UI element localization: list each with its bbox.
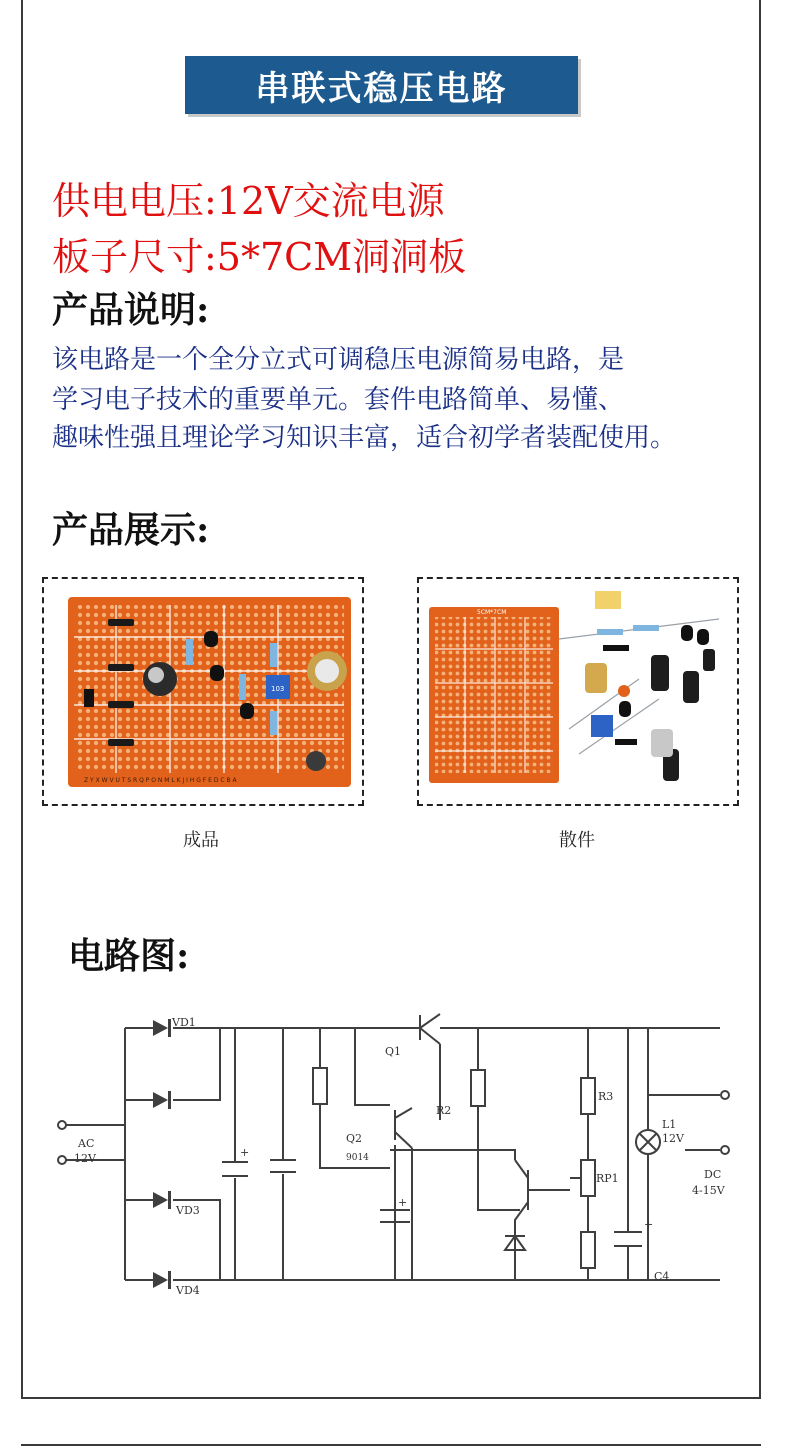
label-vd3: VD3 [176,1204,200,1217]
label-c3-plus: + [398,1196,408,1209]
label-r3: R3 [598,1090,614,1103]
loose-parts-illustration [419,579,737,804]
circuit-heading: 电路图: [68,935,190,977]
label-q2: Q2 [346,1132,363,1145]
label-dc: DC [704,1168,722,1181]
description-line-1: 该电路是一个全分立式可调稳压电源简易电路，是 [52,345,625,375]
finished-board-illustration [44,579,362,804]
label-l1-voltage: 12V [662,1132,684,1145]
label-r2: R2 [436,1104,452,1117]
label-l1: L1 [662,1118,677,1131]
circuit-schematic [50,1010,740,1310]
label-dc-voltage: 4-15V [692,1184,725,1197]
label-c1-plus: + [240,1146,250,1159]
trimpot-label: 103 [271,685,285,693]
label-c4: C4 [654,1270,670,1283]
label-ac-voltage: 12V [74,1152,96,1165]
column-legend: Z Y X W V U T S R Q P O N M L K J I H G F E D C B A [84,777,237,784]
finished-product-photo [42,577,364,806]
showcase-heading: 产品展示: [52,509,210,551]
finished-caption: 成品 [183,830,219,851]
label-q1: Q1 [385,1045,402,1058]
description-heading: 产品说明: [52,289,210,331]
label-ac: AC [78,1137,95,1150]
board-size-label: 5CM*7CM [477,609,507,616]
loose-parts-photo [417,577,739,806]
label-vd4: VD4 [176,1284,200,1297]
label-c4-plus: + [644,1218,654,1231]
supply-voltage-spec: 供电电压:12V交流电源 [52,179,445,223]
label-vd1: VD1 [172,1016,196,1029]
label-q2-part: 9014 [346,1153,369,1163]
title-banner: 串联式稳压电路 [185,56,578,114]
label-rp1: RP1 [596,1172,619,1185]
parts-caption: 散件 [559,830,595,851]
board-size-spec: 板子尺寸:5*7CM洞洞板 [52,235,467,279]
bottom-divider [21,1444,761,1446]
description-line-2: 学习电子技术的重要单元。套件电路简单、易懂、 [52,385,625,415]
description-line-3: 趣味性强且理论学习知识丰富，适合初学者装配使用。 [52,423,677,453]
